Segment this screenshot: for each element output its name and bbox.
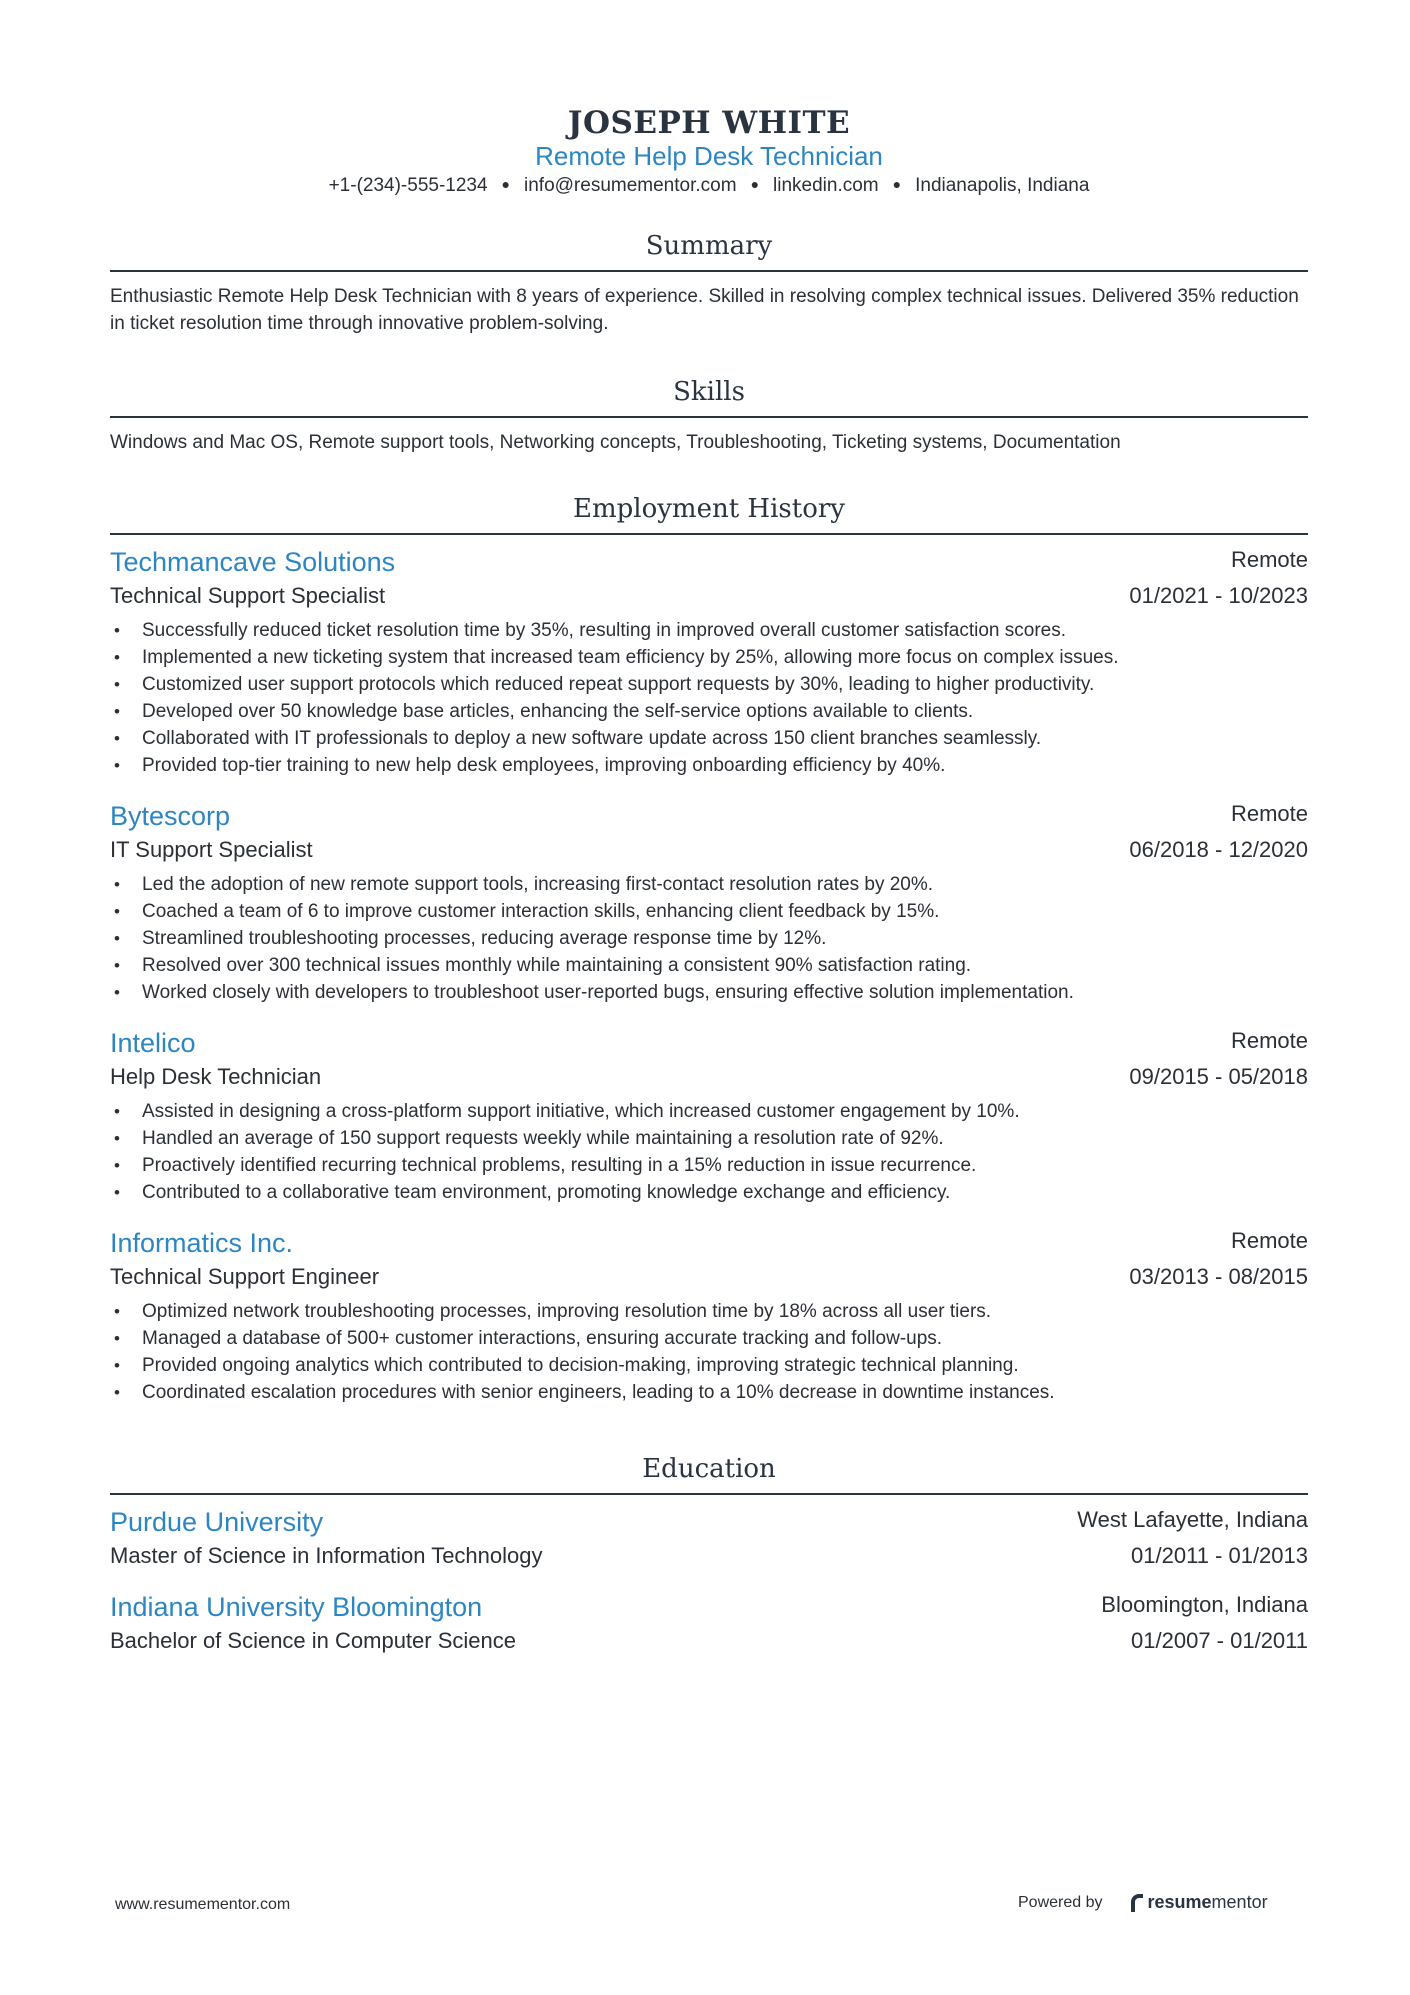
skills-text: Windows and Mac OS, Remote support tools, Networking concepts, Troubleshooting, Ticketing systems, Documentation (110, 432, 1121, 453)
job-bullet: • Resolved over 300 technical issues monthly while maintaining a consistent 90% satisfaction rating. (110, 952, 1308, 979)
job-entry (110, 1226, 1308, 1406)
contact-email[interactable]: info@resumementor.com (524, 175, 737, 196)
skills-heading: Skills (673, 377, 745, 407)
brand-light: mentor (1211, 1892, 1268, 1912)
summary-divider (110, 270, 1308, 272)
education-entry (110, 1505, 1308, 1573)
job-location: Remote (1230, 1228, 1308, 1253)
job-bullets (110, 617, 1308, 779)
contact-line (110, 173, 1308, 199)
job-dates: 06/2018 - 12/2020 (1129, 837, 1308, 862)
job-entry (110, 545, 1308, 779)
footer-website[interactable]: www.resumementor.com (115, 1896, 291, 1913)
job-bullets (110, 1098, 1308, 1206)
job-title: IT Support Specialist (110, 837, 313, 862)
footer-powered-by (1018, 1892, 1268, 1913)
job-bullet: • Implemented a new ticketing system that increased team efficiency by 25%, allowing more focus on complex issues. (110, 644, 1308, 671)
job-bullet: • Worked closely with developers to troubleshoot user-reported bugs, ensuring effective solution implementation. (110, 979, 1308, 1006)
job-company: Bytescorp (110, 801, 231, 831)
resumementor-logo-icon (1131, 1894, 1143, 1912)
job-bullet: • Optimized network troubleshooting processes, improving resolution time by 18% across all user tiers. (110, 1298, 1308, 1325)
job-title: Technical Support Specialist (110, 583, 386, 608)
education-dates: 01/2011 - 01/2013 (1131, 1543, 1308, 1568)
separator-dot: ● (750, 176, 760, 192)
school-location: West Lafayette, Indiana (1077, 1507, 1308, 1532)
contact-linkedin[interactable]: linkedin.com (773, 175, 879, 196)
job-bullet: • Handled an average of 150 support requests weekly while maintaining a resolution rate of 92%. (110, 1125, 1308, 1152)
job-bullet: • Developed over 50 knowledge base articles, enhancing the self-service options available to clients. (110, 698, 1308, 725)
job-bullets (110, 1298, 1308, 1406)
contact-location: Indianapolis, Indiana (915, 175, 1090, 196)
job-company: Intelico (110, 1028, 196, 1058)
job-bullet: • Streamlined troubleshooting processes, reducing average response time by 12%. (110, 925, 1308, 952)
contact-phone: +1-(234)-555-1234 (328, 175, 488, 196)
job-dates: 03/2013 - 08/2015 (1129, 1264, 1308, 1289)
education-dates: 01/2007 - 01/2011 (1131, 1628, 1308, 1653)
employment-heading: Employment History (573, 494, 845, 524)
job-dates: 09/2015 - 05/2018 (1129, 1064, 1308, 1089)
separator-dot: ● (501, 176, 511, 192)
skills-divider (110, 416, 1308, 418)
job-bullet: • Collaborated with IT professionals to deploy a new software update across 150 client branches seamlessly. (110, 725, 1308, 752)
job-dates: 01/2021 - 10/2023 (1129, 583, 1308, 608)
candidate-name: JOSEPH WHITE (567, 105, 851, 141)
job-bullet: • Managed a database of 500+ customer interactions, ensuring accurate tracking and follow-ups. (110, 1325, 1308, 1352)
employment-divider (110, 533, 1308, 535)
job-bullet: • Proactively identified recurring technical problems, resulting in a 15% reduction in issue recurrence. (110, 1152, 1308, 1179)
candidate-role: Remote Help Desk Technician (535, 141, 883, 171)
degree: Master of Science in Information Technology (110, 1543, 543, 1568)
powered-by-label: Powered by (1018, 1893, 1103, 1911)
school-location: Bloomington, Indiana (1101, 1592, 1308, 1617)
job-location: Remote (1230, 547, 1308, 572)
job-bullet: • Coached a team of 6 to improve customer interaction skills, enhancing client feedback by 15%. (110, 898, 1308, 925)
job-bullet: • Successfully reduced ticket resolution time by 35%, resulting in improved overall customer satisfaction scores. (110, 617, 1308, 644)
summary-text: Enthusiastic Remote Help Desk Technician with 8 years of experience. Skilled in resolving complex technical issues. Delivered 35% reduction in ticket resolution time through innovative problem-solving. (110, 286, 1299, 334)
job-bullets (110, 871, 1308, 1006)
job-location: Remote (1230, 1028, 1308, 1053)
separator-dot: ● (892, 176, 902, 192)
job-company: Informatics Inc. (110, 1228, 294, 1258)
resumementor-logo[interactable] (1131, 1892, 1268, 1913)
job-entry (110, 799, 1308, 1006)
job-title: Technical Support Engineer (110, 1264, 380, 1289)
school-name: Indiana University Bloomington (110, 1592, 483, 1622)
job-bullet: • Customized user support protocols which reduced repeat support requests by 30%, leading to higher productivity. (110, 671, 1308, 698)
job-title: Help Desk Technician (110, 1064, 322, 1089)
degree: Bachelor of Science in Computer Science (110, 1628, 516, 1653)
summary-heading: Summary (645, 231, 773, 261)
job-entry (110, 1026, 1308, 1206)
education-divider (110, 1493, 1308, 1495)
job-bullet: • Provided top-tier training to new help desk employees, improving onboarding efficiency by 40%. (110, 752, 1308, 779)
school-name: Purdue University (110, 1507, 324, 1537)
brand-bold: resume (1147, 1892, 1212, 1912)
job-bullet: • Assisted in designing a cross-platform support initiative, which increased customer engagement by 10%. (110, 1098, 1308, 1125)
job-location: Remote (1230, 801, 1308, 826)
job-bullet: • Led the adoption of new remote support tools, increasing first-contact resolution rates by 20%. (110, 871, 1308, 898)
job-bullet: • Contributed to a collaborative team environment, promoting knowledge exchange and efficiency. (110, 1179, 1308, 1206)
education-entry (110, 1590, 1308, 1658)
education-heading: Education (642, 1454, 776, 1484)
job-bullet: • Provided ongoing analytics which contributed to decision-making, improving strategic technical planning. (110, 1352, 1308, 1379)
job-company: Techmancave Solutions (110, 547, 396, 577)
job-bullet: • Coordinated escalation procedures with senior engineers, leading to a 10% decrease in downtime instances. (110, 1379, 1308, 1406)
